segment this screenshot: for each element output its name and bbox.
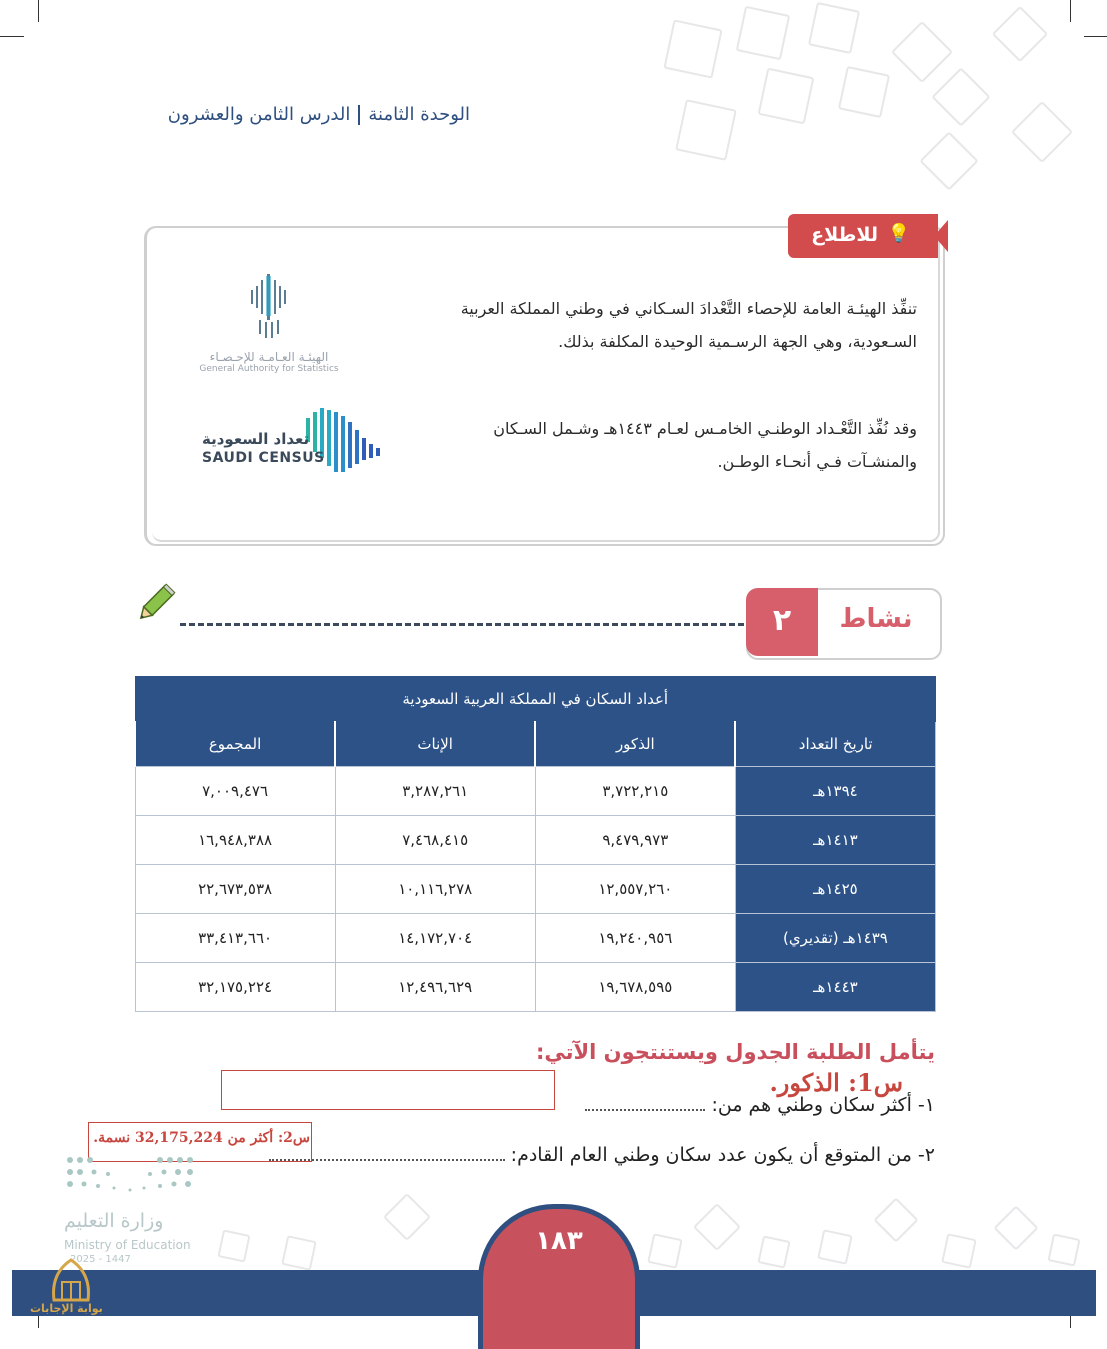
moe-arabic-name: وزارة التعليم bbox=[64, 1210, 164, 1232]
decorative-square bbox=[757, 1235, 790, 1268]
crop-mark bbox=[0, 36, 24, 37]
cell-males: ٩,٤٧٩,٩٧٣ bbox=[535, 816, 735, 865]
cell-total: ٣٢,١٧٥,٢٢٤ bbox=[135, 963, 335, 1012]
decorative-square bbox=[383, 1193, 431, 1241]
cell-males: ١٩,٦٧٨,٥٩٥ bbox=[535, 963, 735, 1012]
decorative-square bbox=[931, 67, 990, 126]
tab-arrow bbox=[934, 220, 948, 252]
moe-year: 2025 - 1447 bbox=[70, 1254, 131, 1265]
decorative-square bbox=[919, 131, 978, 190]
cell-males: ١٢,٥٥٧,٢٦٠ bbox=[535, 865, 735, 914]
gastat-logo bbox=[196, 272, 342, 376]
table-row bbox=[135, 767, 936, 816]
decorative-square bbox=[758, 68, 815, 125]
table-row bbox=[135, 816, 936, 865]
cell-females: ٣,٢٨٧,٢٦١ bbox=[335, 767, 535, 816]
question-2 bbox=[269, 1144, 935, 1166]
info-paragraph-2-line-2: والمنشـآت فـي أنحـاء الوطـن. bbox=[717, 452, 917, 471]
info-box-title-tab bbox=[788, 214, 938, 258]
activity-dashed-line bbox=[180, 623, 744, 626]
decorative-square bbox=[647, 1233, 683, 1269]
header-separator bbox=[358, 105, 360, 125]
crop-mark bbox=[38, 0, 39, 22]
cell-females: ١٤,١٧٢,٧٠٤ bbox=[335, 914, 535, 963]
info-box-title: للاطلاع bbox=[811, 224, 878, 246]
decorative-square bbox=[736, 6, 791, 61]
question-2-text: ٢- من المتوقع أن يكون عدد سكان وطني العام القادم: bbox=[510, 1144, 935, 1166]
decorative-square bbox=[693, 1203, 741, 1251]
decorative-square bbox=[891, 21, 953, 83]
cell-date: ١٤١٣هـ bbox=[735, 816, 935, 865]
lightbulb-book-icon: 💡 bbox=[887, 223, 910, 244]
population-table-grid bbox=[134, 676, 936, 1012]
cell-total: ٢٢,٦٧٣,٥٣٨ bbox=[135, 865, 335, 914]
census-english-name: SAUDI CENSUS bbox=[202, 450, 325, 466]
decorative-square bbox=[1047, 1233, 1080, 1266]
column-header-females: الإناث bbox=[335, 722, 535, 767]
pencil-icon bbox=[134, 582, 176, 626]
activity-label: نشاط bbox=[839, 604, 913, 634]
decorative-square bbox=[663, 19, 722, 78]
answer-1-text: س1: الذكور. bbox=[769, 1068, 903, 1097]
cell-females: ١٢,٤٩٦,٦٢٩ bbox=[335, 963, 535, 1012]
column-header-date: تاريخ التعداد bbox=[735, 722, 935, 767]
table-caption: أعداد السكان في المملكة العربية السعودية bbox=[135, 677, 936, 722]
saudi-census-logo bbox=[200, 408, 390, 480]
cell-total: ٣٣,٤١٣,٦٦٠ bbox=[135, 914, 335, 963]
decorative-square bbox=[1011, 101, 1073, 163]
decorative-square bbox=[838, 66, 890, 118]
table-row bbox=[135, 914, 936, 963]
info-paragraph-2-line-1: وقد نُفِّذ التَّعْـداد الوطنـي الخامـس لعـام ١٤٤٣هـ وشـمل السـكان bbox=[493, 419, 917, 438]
table-row bbox=[135, 865, 936, 914]
decorative-square bbox=[281, 1235, 317, 1271]
question-1 bbox=[585, 1094, 935, 1116]
info-paragraph-1-line-1: تنفِّذ الهيئـة العامة للإحصاء التَّعْدادَ السـكاني في وطني المملكة العربية bbox=[460, 299, 917, 318]
decorative-square bbox=[675, 99, 737, 161]
cell-date: ١٤٢٥هـ bbox=[735, 865, 935, 914]
unit-title: الوحدة الثامنة bbox=[368, 104, 470, 125]
decorative-square bbox=[217, 1229, 250, 1262]
lesson-title: الدرس الثامن والعشرون bbox=[167, 104, 351, 125]
moe-dots-icon bbox=[64, 1152, 204, 1198]
crop-mark bbox=[1084, 36, 1107, 37]
gastat-emblem-icon bbox=[239, 272, 299, 342]
answer-1-line bbox=[585, 1109, 705, 1111]
table-row bbox=[135, 963, 936, 1012]
cell-total: ٧,٠٠٩,٤٧٦ bbox=[135, 767, 335, 816]
cell-females: ٧,٤٦٨,٤١٥ bbox=[335, 816, 535, 865]
column-header-total: المجموع bbox=[135, 722, 335, 767]
decorative-square bbox=[808, 2, 860, 54]
table-header-row bbox=[135, 722, 936, 767]
cell-date: ١٤٤٣هـ bbox=[735, 963, 935, 1012]
column-header-males: الذكور bbox=[535, 722, 735, 767]
gastat-arabic-name: الهيئـة العـامـة للإحـصـاء bbox=[209, 350, 329, 364]
cell-date: ١٤٣٩هـ (تقديري) bbox=[735, 914, 935, 963]
ministry-of-education-logo bbox=[60, 1150, 210, 1268]
question-1-text: ١- أكثر سكان وطني هم من: bbox=[711, 1094, 935, 1116]
population-table bbox=[134, 676, 936, 998]
answer-2-text: س2: أكثر من 32,175,224 نسمة. bbox=[93, 1130, 310, 1146]
questions-heading: يتأمل الطلبة الجدول ويستنتجون الآتي: bbox=[536, 1040, 935, 1064]
info-paragraph-1 bbox=[377, 292, 917, 358]
decorative-square bbox=[992, 6, 1049, 63]
answer-1-box bbox=[221, 1070, 555, 1110]
decorative-square bbox=[817, 1229, 853, 1265]
watermark-text: بوابة الإجابات bbox=[30, 1302, 103, 1315]
decorative-square bbox=[873, 1197, 918, 1242]
cell-males: ١٩,٢٤٠,٩٥٦ bbox=[535, 914, 735, 963]
table-caption-row bbox=[135, 677, 936, 722]
page-header bbox=[130, 104, 470, 136]
info-paragraph-2 bbox=[437, 412, 917, 478]
cell-males: ٣,٧٢٢,٢١٥ bbox=[535, 767, 735, 816]
page-number: ١٨٣ bbox=[535, 1226, 583, 1256]
cell-females: ١٠,١١٦,٢٧٨ bbox=[335, 865, 535, 914]
decorative-square bbox=[941, 1233, 977, 1269]
decorative-square bbox=[993, 1205, 1038, 1250]
census-arabic-name: تعداد السعودية bbox=[202, 430, 310, 448]
info-paragraph-1-line-2: السـعودية، وهي الجهة الرسـمية الوحيدة المكلفة بذلك. bbox=[558, 332, 917, 351]
cell-total: ١٦,٩٤٨,٣٨٨ bbox=[135, 816, 335, 865]
cell-date: ١٣٩٤هـ bbox=[735, 767, 935, 816]
activity-number: ٢ bbox=[746, 588, 818, 656]
moe-english-name: Ministry of Education bbox=[64, 1238, 191, 1252]
crop-mark bbox=[1070, 0, 1071, 22]
gastat-english-name: General Authority for Statistics bbox=[199, 364, 339, 374]
answer-2-line bbox=[269, 1159, 505, 1161]
